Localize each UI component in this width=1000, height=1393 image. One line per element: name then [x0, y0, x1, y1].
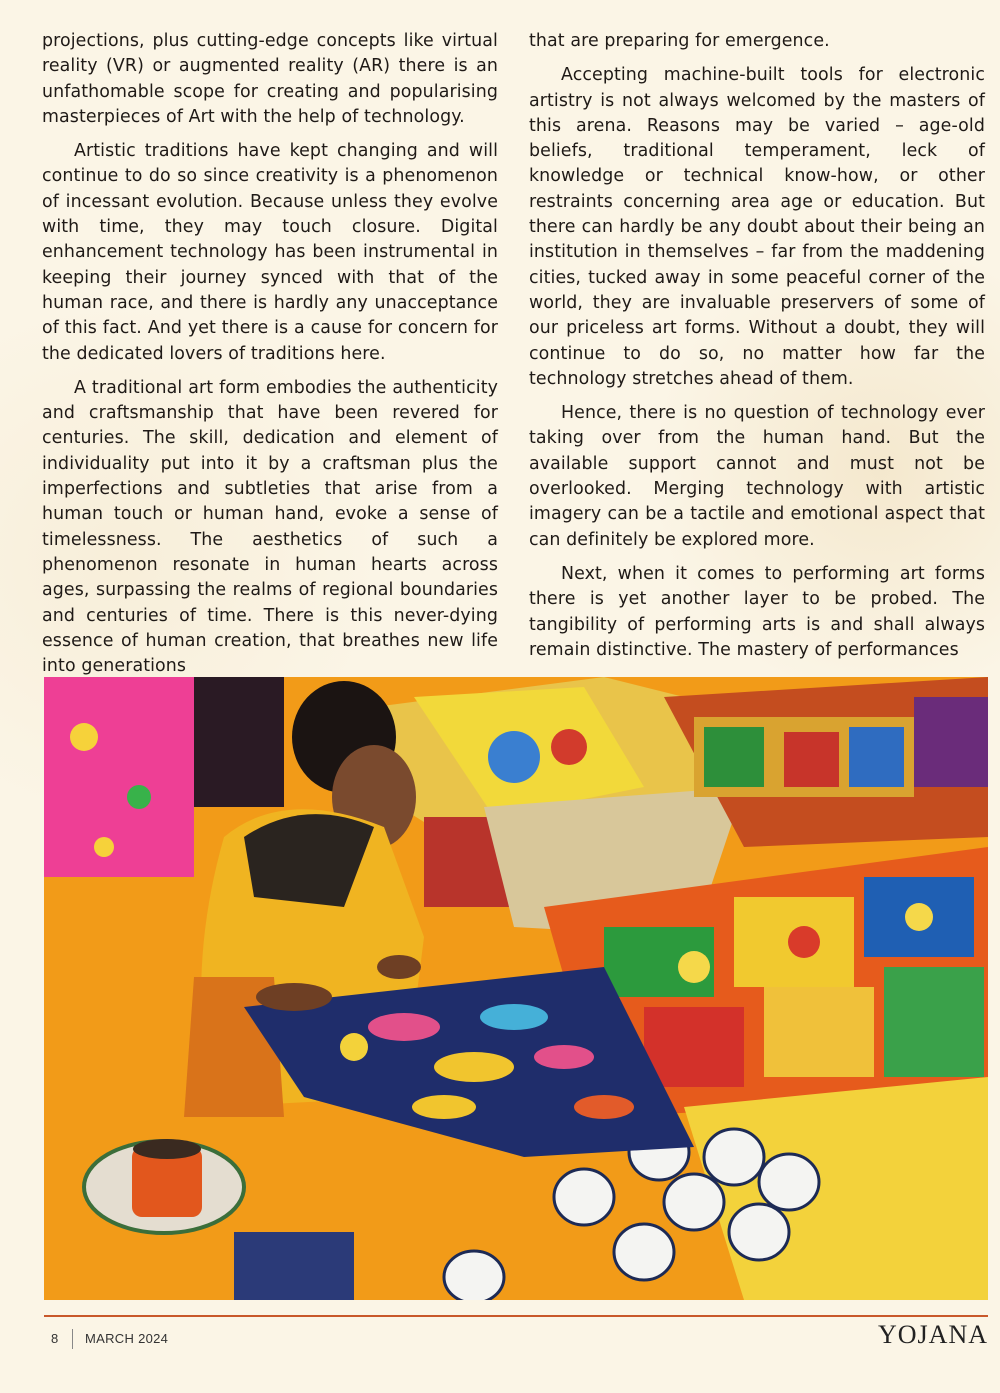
paragraph: Next, when it comes to performing art forms there is yet another layer to be probed. The tangibility of performing arts is and shall always remain distinctive. The mastery of performances	[529, 563, 985, 660]
paragraph: that are preparing for emergence.	[529, 31, 830, 51]
issue-date: MARCH 2024	[85, 1331, 169, 1346]
footer-rule	[44, 1315, 988, 1317]
footer-separator	[72, 1329, 73, 1349]
paragraph: Hence, there is no question of technology ever taking over from the human hand. But the available support cannot and must not be overlooked. Merging technology with artistic imagery can be a tactile and emotional aspect that can definitely be explored more.	[529, 403, 985, 550]
page-number: 8	[51, 1331, 59, 1346]
paragraph: projections, plus cutting-edge concepts like virtual reality (VR) or augmented reality (AR) there is an unfathomable scope for creating and popularising masterpieces of Art with the help of technology.	[42, 31, 498, 127]
article-photo	[44, 677, 988, 1300]
article-column-right	[529, 29, 985, 672]
article-column-left	[42, 29, 498, 688]
masthead-logo: YOJANA	[878, 1320, 988, 1349]
paragraph: Accepting machine-built tools for electronic artistry is not always welcomed by the masters of this arena. Reasons may be varied – age-old beliefs, traditional temperament, leck of knowledge or technical know-how, or other restraints concerning area age or education. But there can hardly be any doubt about their being an institution in themselves – far from the maddening cities, tucked away in some peaceful corner of the world, they are invaluable preservers of some of our priceless art forms. Without a doubt, they will continue to do so, no matter how far the technology stretches ahead of them.	[529, 65, 985, 389]
paragraph: A traditional art form embodies the authenticity and craftsmanship that have been revered for centuries. The skill, dedication and element of individuality put into it by a craftsman plus the imperfections and subtleties that arise from a human touch or human hand, evoke a sense of timelessness. The aesthetics of such a phenomenon resonate in human hearts across ages, surpassing the realms of regional boundaries and centuries of time. There is this never-dying essence of human creation, that breathes new life into generations	[42, 377, 498, 677]
photo-illustration	[44, 677, 988, 1300]
paragraph: Artistic traditions have kept changing and will continue to do so since creativity is a phenomenon of incessant evolution. Because unless they evolve with time, they may touch closure. Digital enhancement technology has been instrumental in keeping their journey synced with that of the human race, and there is hardly any unacceptance of this fact. And yet there is a cause for concern for the dedicated lovers of traditions here.	[42, 141, 498, 364]
